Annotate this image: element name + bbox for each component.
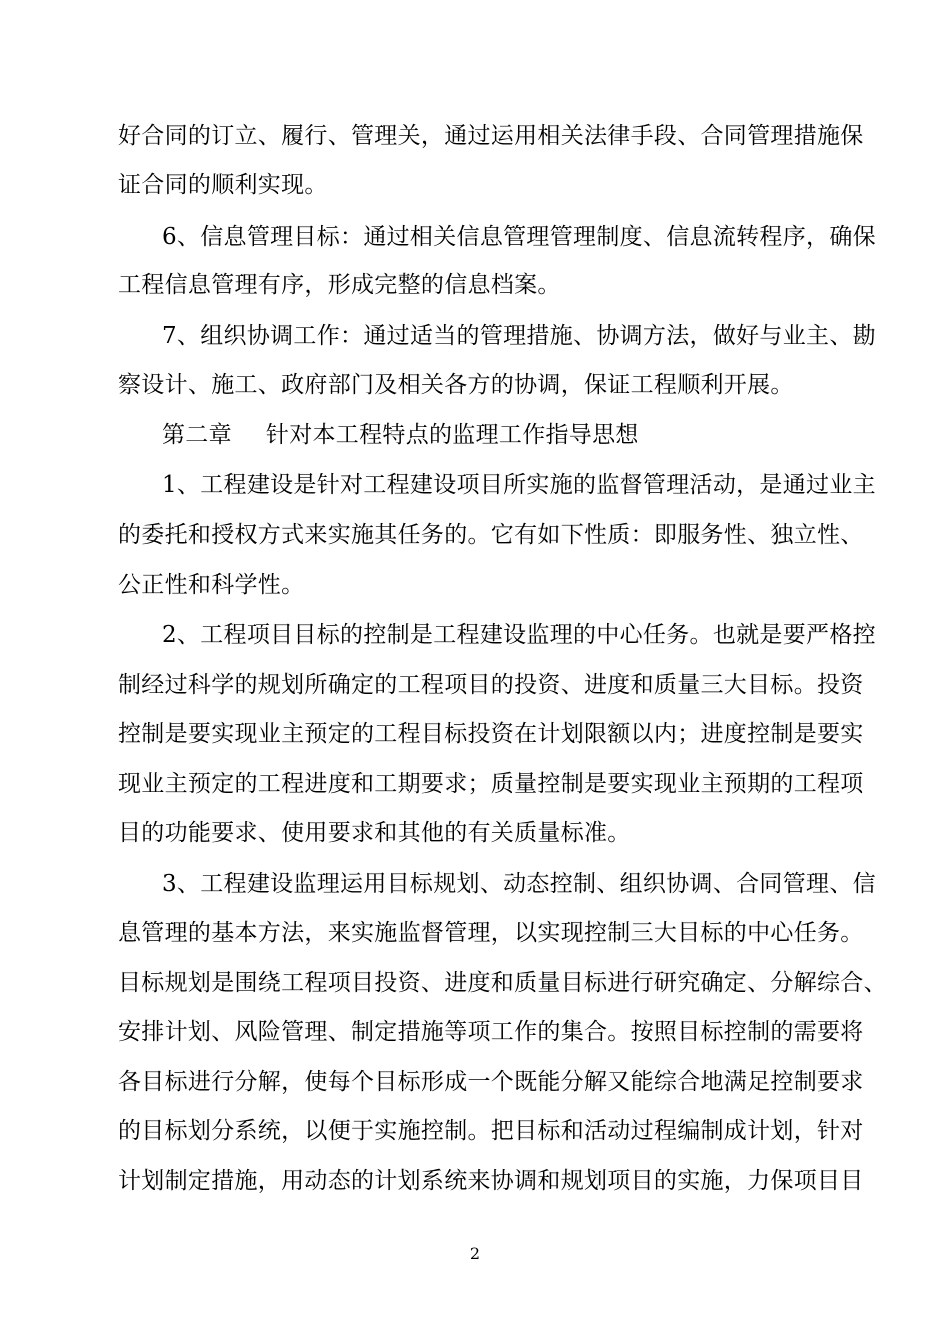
text-line: 安排计划、风险管理、制定措施等项工作的集合。按照目标控制的需要将: [118, 1019, 864, 1045]
text-line: 公正性和科学性。: [118, 572, 305, 598]
text-line: 6、信息管理目标：通过相关信息管理管理制度、信息流转程序，确保: [162, 224, 876, 250]
text-line: 的目标划分系统，以便于实施控制。把目标和活动过程编制成计划，针对: [118, 1118, 864, 1144]
chapter-number: 第二章: [162, 422, 232, 448]
text-line: 2、工程项目目标的控制是工程建设监理的中心任务。也就是要严格控: [162, 622, 876, 648]
text-line: 目标规划是围绕工程项目投资、进度和质量目标进行研究确定、分解综合、: [118, 970, 887, 996]
text-line: 各目标进行分解，使每个目标形成一个既能分解又能综合地满足控制要求: [118, 1069, 864, 1095]
text-line: 现业主预定的工程进度和工期要求；质量控制是要实现业主预期的工程项: [118, 771, 864, 797]
text-line: 3、工程建设监理运用目标规划、动态控制、组织协调、合同管理、信: [162, 871, 876, 897]
text-line: 1、工程建设是针对工程建设项目所实施的监督管理活动，是通过业主: [162, 472, 876, 498]
text-line: 计划制定措施，用动态的计划系统来协调和规划项目的实施，力保项目目: [118, 1168, 864, 1194]
text-line: 控制是要实现业主预定的工程目标投资在计划限额以内；进度控制是要实: [118, 721, 864, 747]
text-line: 的委托和授权方式来实施其任务的。它有如下性质：即服务性、独立性、: [118, 522, 864, 548]
text-line: 息管理的基本方法，来实施监督管理，以实现控制三大目标的中心任务。: [118, 920, 864, 946]
text-line: 证合同的顺利实现。: [118, 172, 328, 198]
page-number: 2: [469, 1244, 481, 1263]
text-line: 7、组织协调工作：通过适当的管理措施、协调方法，做好与业主、勘: [162, 323, 876, 349]
chapter-heading: [162, 420, 639, 450]
text-line: 察设计、施工、政府部门及相关各方的协调，保证工程顺利开展。: [118, 372, 794, 398]
text-line: 制经过科学的规划所确定的工程项目的投资、进度和质量三大目标。投资: [118, 672, 864, 698]
text-line: 工程信息管理有序，形成完整的信息档案。: [118, 272, 561, 298]
chapter-title: 针对本工程特点的监理工作指导思想: [265, 422, 639, 448]
text-line: 好合同的订立、履行、管理关，通过运用相关法律手段、合同管理措施保: [118, 123, 864, 149]
text-line: 目的功能要求、使用要求和其他的有关质量标准。: [118, 820, 631, 846]
